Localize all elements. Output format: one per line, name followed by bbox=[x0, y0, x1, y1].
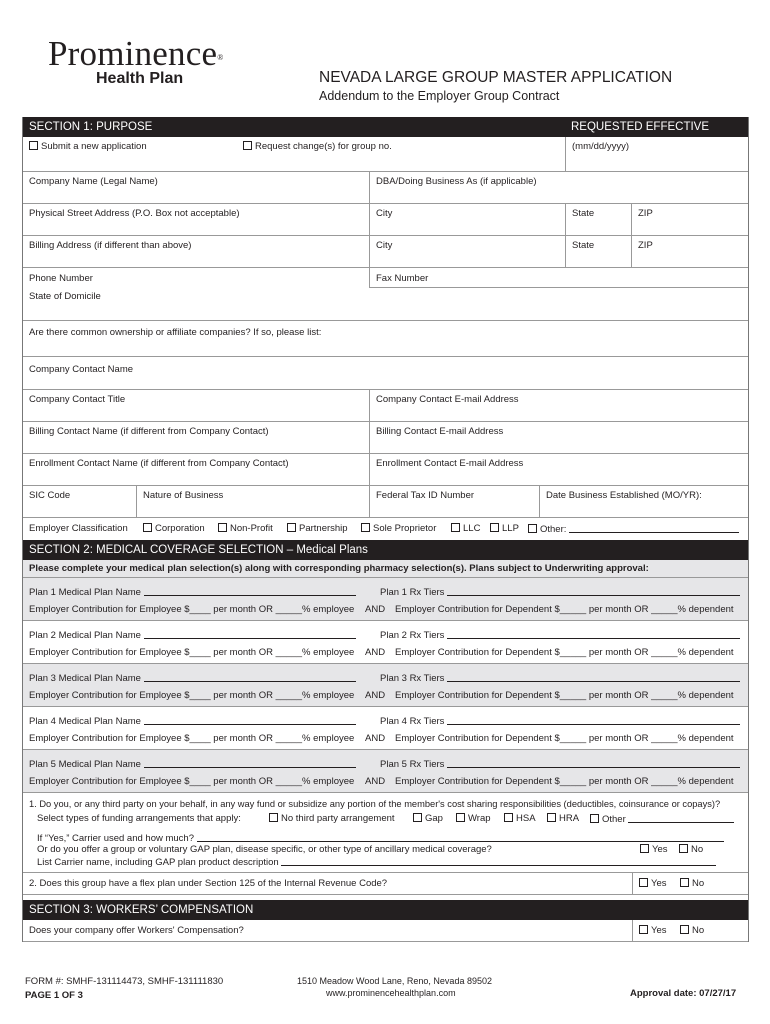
plan-1-employee-contribution[interactable]: Employer Contribution for Employee $____ per month OR _____% employee bbox=[29, 604, 355, 615]
requested-effective-label: REQUESTED EFFECTIVE bbox=[571, 121, 710, 133]
form-number: FORM #: SMHF-131114473, SMHF-131111830 bbox=[25, 976, 224, 987]
classification-row bbox=[23, 518, 748, 540]
state-field[interactable]: State bbox=[572, 208, 595, 219]
fax-field[interactable]: Fax Number bbox=[376, 273, 429, 284]
checkbox[interactable] bbox=[639, 878, 648, 887]
plan-4-rx-field[interactable]: Plan 4 Rx Tiers bbox=[380, 715, 740, 727]
page-number: PAGE 1 OF 3 bbox=[25, 990, 83, 1001]
plan-1-and: AND bbox=[365, 604, 386, 615]
funding-no-third-party[interactable]: No third party arrangement bbox=[269, 813, 395, 824]
checkbox[interactable] bbox=[504, 813, 513, 822]
logo-wordmark: Prominence® bbox=[48, 34, 224, 73]
checkbox[interactable] bbox=[29, 141, 38, 150]
billing-zip-field[interactable]: ZIP bbox=[638, 240, 653, 251]
form-title: NEVADA LARGE GROUP MASTER APPLICATION bbox=[319, 69, 673, 86]
contact-name-field[interactable]: Company Contact Name bbox=[29, 364, 134, 375]
billing-address-field[interactable]: Billing Address (if different than above) bbox=[29, 240, 192, 251]
plan-4-dependent-contribution[interactable]: Employer Contribution for Dependent $_____ per month OR _____% dependent bbox=[395, 733, 734, 744]
section2-title: SECTION 2: MEDICAL COVERAGE SELECTION – Medical Plans bbox=[29, 544, 368, 556]
plan-4-name-field[interactable]: Plan 4 Medical Plan Name bbox=[29, 715, 356, 727]
checkbox[interactable] bbox=[528, 524, 537, 533]
classification-non-profit[interactable]: Non-Profit bbox=[218, 523, 273, 534]
checkbox[interactable] bbox=[451, 523, 460, 532]
checkbox[interactable] bbox=[269, 813, 278, 822]
section1-header bbox=[23, 117, 748, 137]
workers-comp-yes[interactable]: Yes bbox=[639, 925, 667, 936]
contact-email-field[interactable]: Company Contact E-mail Address bbox=[376, 394, 519, 405]
plan-3-dependent-contribution[interactable]: Employer Contribution for Dependent $_____ per month OR _____% dependent bbox=[395, 690, 734, 701]
nature-of-business-field[interactable]: Nature of Business bbox=[143, 490, 224, 501]
flex-plan-yes[interactable]: Yes bbox=[639, 878, 667, 889]
checkbox[interactable] bbox=[640, 844, 649, 853]
plan-5-name-field[interactable]: Plan 5 Medical Plan Name bbox=[29, 758, 356, 770]
plan-2-name-field[interactable]: Plan 2 Medical Plan Name bbox=[29, 629, 356, 641]
domicile-row bbox=[23, 288, 748, 321]
plan-2-dependent-contribution[interactable]: Employer Contribution for Dependent $_____ per month OR _____% dependent bbox=[395, 647, 734, 658]
plan-5-row bbox=[23, 750, 748, 793]
workers-comp-row bbox=[23, 920, 748, 942]
plan-2-rx-field[interactable]: Plan 2 Rx Tiers bbox=[380, 629, 740, 641]
phone-field[interactable]: Phone Number bbox=[29, 273, 93, 284]
checkbox[interactable] bbox=[547, 813, 556, 822]
plan-3-name-field[interactable]: Plan 3 Medical Plan Name bbox=[29, 672, 356, 684]
flex-plan-no[interactable]: No bbox=[680, 878, 704, 889]
contact-title-field[interactable]: Company Contact Title bbox=[29, 394, 126, 405]
checkbox[interactable] bbox=[639, 925, 648, 934]
common-ownership-field[interactable]: Are there common ownership or affiliate companies? If so, please list: bbox=[29, 327, 322, 338]
plan-1-rx-field[interactable]: Plan 1 Rx Tiers bbox=[380, 586, 740, 598]
classification-partnership[interactable]: Partnership bbox=[287, 523, 348, 534]
application-form bbox=[22, 117, 749, 942]
business-info-row bbox=[23, 486, 748, 518]
plan-5-dependent-contribution[interactable]: Employer Contribution for Dependent $_____ per month OR _____% dependent bbox=[395, 776, 734, 787]
physical-address-field[interactable]: Physical Street Address (P.O. Box not acceptable) bbox=[29, 208, 240, 219]
physical-address-row bbox=[23, 204, 748, 236]
funding-hsa[interactable]: HSA bbox=[504, 813, 536, 824]
company-name-field[interactable]: Company Name (Legal Name) bbox=[29, 176, 158, 187]
checkbox[interactable] bbox=[361, 523, 370, 532]
question-1-text: 1. Do you, or any third party on your behalf, in any way fund or subsidize any portion of the member's cost sharing responsibilities (deductibles, coinsurance or copays)? bbox=[29, 799, 721, 809]
enrollment-contact-row bbox=[23, 454, 748, 486]
zip-field[interactable]: ZIP bbox=[638, 208, 653, 219]
approval-date: Approval date: 07/27/17 bbox=[630, 988, 737, 999]
classification-label: Employer Classification bbox=[29, 523, 128, 534]
plan-2-employee-contribution[interactable]: Employer Contribution for Employee $____ per month OR _____% employee bbox=[29, 647, 355, 658]
checkbox[interactable] bbox=[218, 523, 227, 532]
question-2-text: 2. Does this group have a flex plan under Section 125 of the Internal Revenue Code? bbox=[29, 878, 388, 889]
effective-date-field[interactable]: (mm/dd/yyyy) bbox=[572, 141, 629, 152]
plan-2-and: AND bbox=[365, 647, 386, 658]
plan-5-rx-field[interactable]: Plan 5 Rx Tiers bbox=[380, 758, 740, 770]
billing-contact-row bbox=[23, 422, 748, 454]
logo-subtitle: Health Plan bbox=[96, 70, 184, 87]
checkbox[interactable] bbox=[680, 878, 689, 887]
plan-5-employee-contribution[interactable]: Employer Contribution for Employee $____ per month OR _____% employee bbox=[29, 776, 355, 787]
checkbox[interactable] bbox=[243, 141, 252, 150]
contact-title-row bbox=[23, 390, 748, 422]
date-established-field[interactable]: Date Business Established (MO/YR): bbox=[546, 490, 702, 501]
funding-wrap[interactable]: Wrap bbox=[456, 813, 491, 824]
classification-corporation[interactable]: Corporation bbox=[143, 523, 205, 534]
footer-website[interactable]: www.prominencehealthplan.com bbox=[326, 988, 456, 998]
purpose-row bbox=[23, 137, 748, 172]
funding-gap[interactable]: Gap bbox=[413, 813, 443, 824]
checkbox[interactable] bbox=[679, 844, 688, 853]
checkbox[interactable] bbox=[680, 925, 689, 934]
plan-selection-note: Please complete your medical plan selection(s) along with corresponding pharmacy selection(s). Plans subject to Underwriting approval: bbox=[23, 560, 748, 578]
funding-select-label: Select types of funding arrangements that apply: bbox=[37, 813, 241, 824]
plan-3-employee-contribution[interactable]: Employer Contribution for Employee $____ per month OR _____% employee bbox=[29, 690, 355, 701]
gap-plan-no[interactable]: No bbox=[679, 844, 703, 855]
section2-header bbox=[23, 540, 748, 560]
workers-comp-no[interactable]: No bbox=[680, 925, 704, 936]
section1-title: SECTION 1: PURPOSE bbox=[29, 121, 153, 133]
plan-4-row bbox=[23, 707, 748, 750]
classification-other[interactable]: Other: bbox=[528, 523, 739, 535]
checkbox[interactable] bbox=[490, 523, 499, 532]
checkbox[interactable] bbox=[413, 813, 422, 822]
classification-llc[interactable]: LLC bbox=[451, 523, 480, 534]
plan-3-row bbox=[23, 664, 748, 707]
funding-other[interactable]: Other bbox=[590, 813, 734, 825]
checkbox[interactable] bbox=[287, 523, 296, 532]
plan-5-and: AND bbox=[365, 776, 386, 787]
section3-header bbox=[23, 900, 748, 920]
carrier-name-field[interactable]: List Carrier name, including GAP plan product description bbox=[37, 856, 716, 868]
billing-email-field[interactable]: Billing Contact E-mail Address bbox=[376, 426, 504, 437]
form-subtitle: Addendum to the Employer Group Contract bbox=[319, 89, 560, 103]
checkbox[interactable] bbox=[590, 814, 599, 823]
enrollment-contact-field[interactable]: Enrollment Contact Name (if different from Company Contact) bbox=[29, 458, 289, 469]
plan-4-and: AND bbox=[365, 733, 386, 744]
tax-id-field[interactable]: Federal Tax ID Number bbox=[376, 490, 475, 501]
workers-comp-question: Does your company offer Workers' Compensation? bbox=[29, 925, 244, 936]
question-1-block bbox=[23, 793, 748, 873]
gap-plan-yes[interactable]: Yes bbox=[640, 844, 668, 855]
gap-plan-question: Or do you offer a group or voluntary GAP plan, disease specific, or other type of ancillary medical coverage? bbox=[37, 844, 492, 855]
ownership-row bbox=[23, 321, 748, 357]
enrollment-email-field[interactable]: Enrollment Contact E-mail Address bbox=[376, 458, 524, 469]
new-application-option[interactable]: Submit a new application bbox=[29, 141, 147, 152]
contact-name-row bbox=[23, 357, 748, 390]
question-2-row bbox=[23, 873, 748, 895]
funding-hra[interactable]: HRA bbox=[547, 813, 579, 824]
plan-2-row bbox=[23, 621, 748, 664]
checkbox[interactable] bbox=[143, 523, 152, 532]
plan-1-row bbox=[23, 578, 748, 621]
plan-3-and: AND bbox=[365, 690, 386, 701]
request-change-option[interactable]: Request change(s) for group no. bbox=[243, 141, 392, 152]
section3-title: SECTION 3: WORKERS’ COMPENSATION bbox=[29, 904, 254, 916]
city-field[interactable]: City bbox=[376, 208, 393, 219]
footer-address: 1510 Meadow Wood Lane, Reno, Nevada 89502 bbox=[297, 976, 492, 986]
billing-state-field[interactable]: State bbox=[572, 240, 595, 251]
billing-contact-field[interactable]: Billing Contact Name (if different from Company Contact) bbox=[29, 426, 269, 437]
classification-sole-proprietor[interactable]: Sole Proprietor bbox=[361, 523, 436, 534]
plan-3-rx-field[interactable]: Plan 3 Rx Tiers bbox=[380, 672, 740, 684]
billing-address-row bbox=[23, 236, 748, 268]
logo bbox=[48, 34, 224, 87]
plan-1-dependent-contribution[interactable]: Employer Contribution for Dependent $_____ per month OR _____% dependent bbox=[395, 604, 734, 615]
classification-llp[interactable]: LLP bbox=[490, 523, 519, 534]
domicile-field[interactable]: State of Domicile bbox=[29, 291, 101, 302]
checkbox[interactable] bbox=[456, 813, 465, 822]
phone-row bbox=[23, 268, 748, 288]
dba-field[interactable]: DBA/Doing Business As (if applicable) bbox=[376, 176, 537, 187]
plan-1-name-field[interactable]: Plan 1 Medical Plan Name bbox=[29, 586, 356, 598]
company-name-row bbox=[23, 172, 748, 204]
plan-4-employee-contribution[interactable]: Employer Contribution for Employee $____ per month OR _____% employee bbox=[29, 733, 355, 744]
sic-code-field[interactable]: SIC Code bbox=[29, 490, 71, 501]
billing-city-field[interactable]: City bbox=[376, 240, 393, 251]
carrier-used-field[interactable]: If “Yes,” Carrier used and how much? bbox=[37, 832, 724, 844]
